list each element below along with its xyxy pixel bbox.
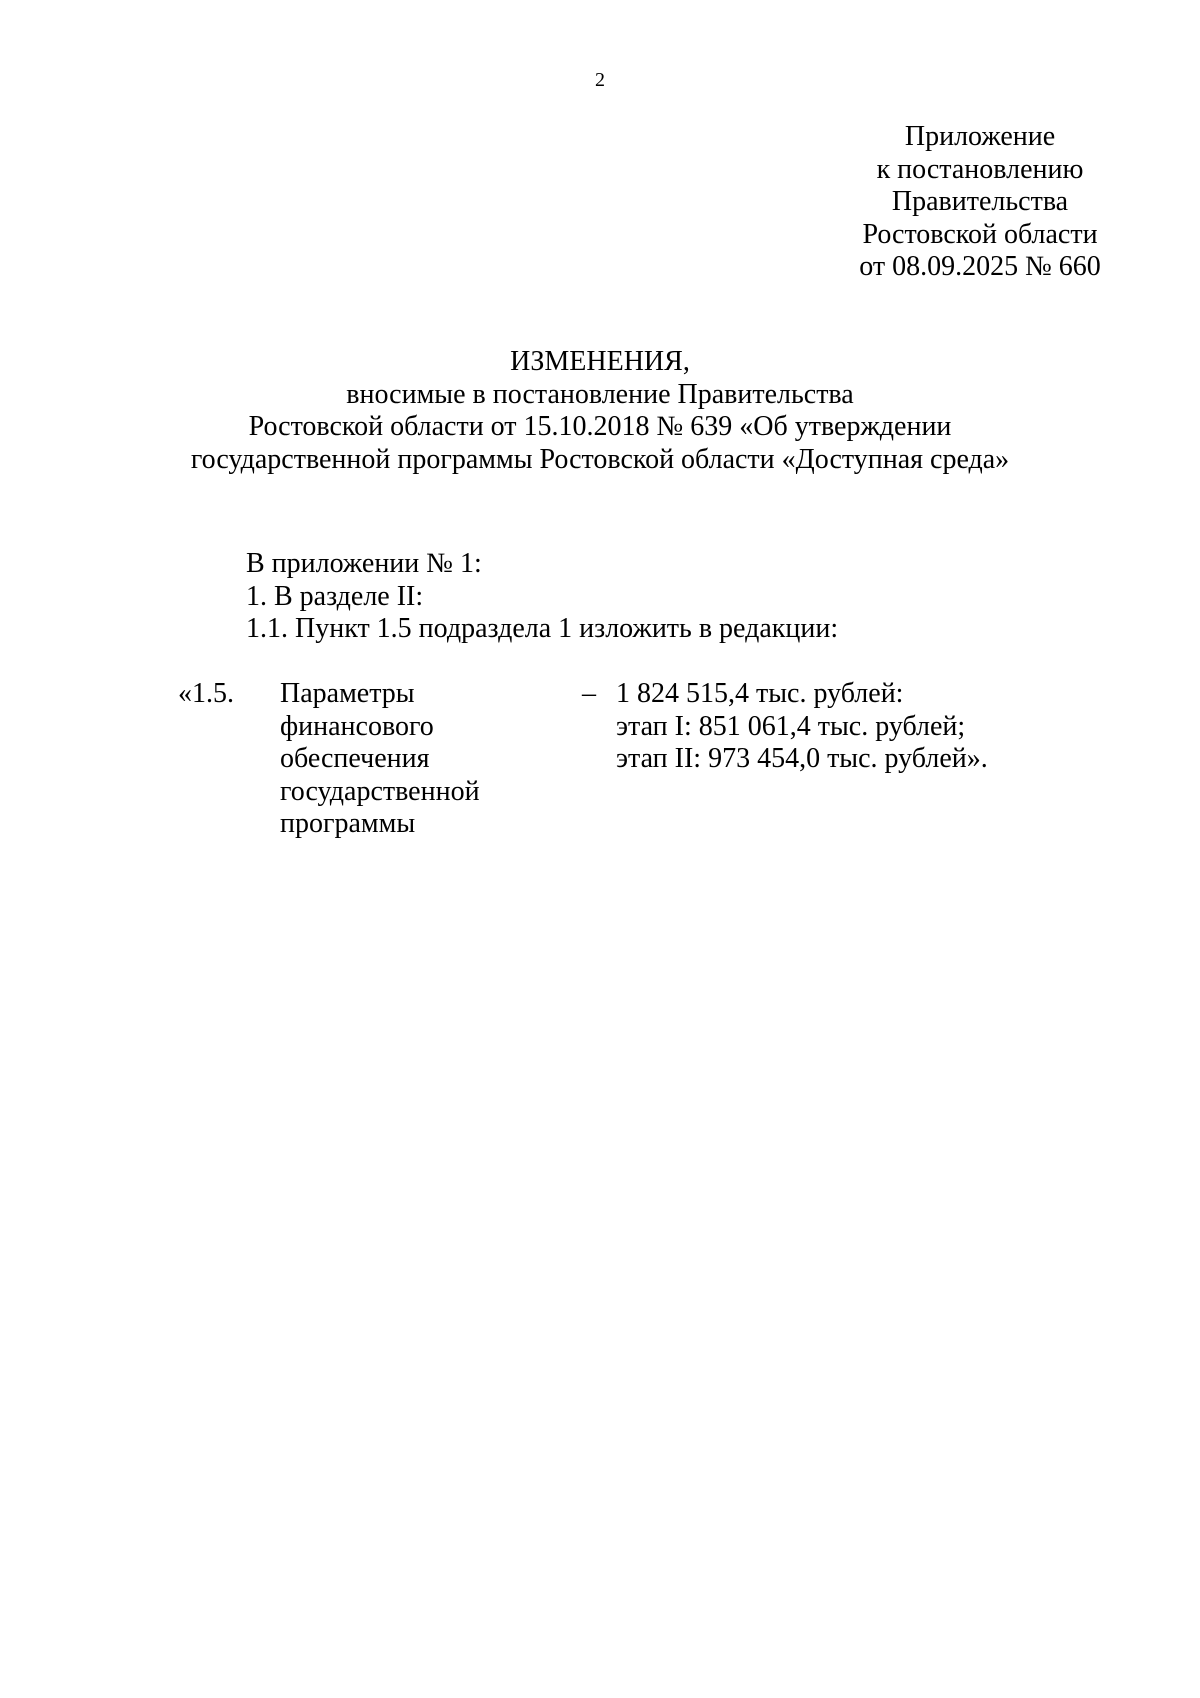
title-line: вносимые в постановление Правительства <box>346 378 854 410</box>
title-line: Ростовской области от 15.10.2018 № 639 «Об утверждении <box>248 411 952 442</box>
body-line: 1.1. Пункт 1.5 подраздела 1 изложить в редакции: <box>246 613 839 644</box>
appendix-header <box>840 121 1120 284</box>
page-number: 2 <box>595 69 605 91</box>
body-line: В приложении № 1: <box>246 548 482 579</box>
document-title <box>0 346 1200 476</box>
item-name <box>280 678 480 841</box>
item-name-line: Параметры <box>280 678 415 709</box>
item-value-stage-1: этап I: 851 061,4 тыс. рублей; <box>616 710 966 742</box>
item-values <box>616 678 988 776</box>
item-name-line: программы <box>280 808 416 839</box>
item-dash: – <box>582 678 596 709</box>
title-heading: ИЗМЕНЕНИЯ, <box>510 346 690 377</box>
appendix-line: Правительства <box>891 186 1069 217</box>
title-line: государственной программы Ростовской области «Доступная среда» <box>190 443 1010 475</box>
item-name-line: государственной <box>280 775 480 807</box>
item-number: «1.5. <box>178 678 234 709</box>
appendix-date-number: от 08.09.2025 № 660 <box>859 251 1101 282</box>
item-value-stage-2: этап II: 973 454,0 тыс. рублей». <box>616 743 988 774</box>
appendix-line: Приложение <box>904 121 1056 152</box>
appendix-line: к постановлению <box>876 153 1084 185</box>
item-name-line: финансового <box>280 710 434 742</box>
body-line: 1. В разделе II: <box>246 580 424 612</box>
body-text <box>246 548 838 646</box>
item-value-total: 1 824 515,4 тыс. рублей: <box>616 678 904 709</box>
appendix-line: Ростовской области <box>862 218 1098 250</box>
item-name-line: обеспечения <box>280 743 430 774</box>
